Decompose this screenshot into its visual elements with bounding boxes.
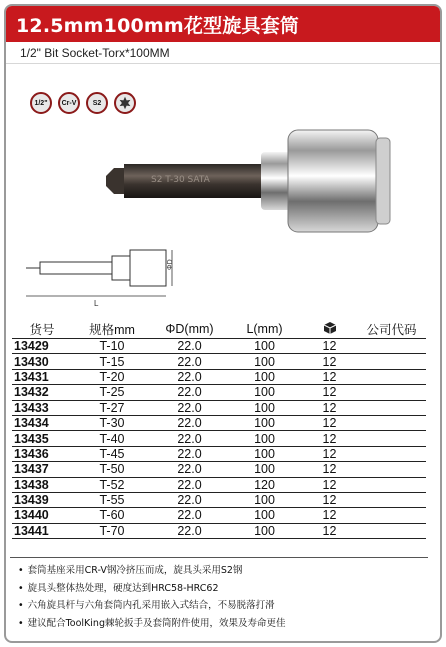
cell-item-no: 13429: [12, 339, 72, 354]
cell-diameter: 22.0: [152, 523, 227, 538]
cell-item-no: 13433: [12, 400, 72, 415]
cell-length: 100: [227, 385, 302, 400]
cell-diameter: 22.0: [152, 369, 227, 384]
cell-company-code: [357, 339, 426, 354]
table-row: [12, 462, 426, 477]
diameter-label: ΦD: [167, 259, 174, 270]
table-row: [12, 477, 426, 492]
cell-company-code: [357, 492, 426, 507]
length-label: L: [94, 299, 99, 308]
subtitle-text: 1/2" Bit Socket-Torx*100MM: [20, 45, 170, 60]
cell-length: 100: [227, 508, 302, 523]
cell-length: 100: [227, 431, 302, 446]
table-row: [12, 446, 426, 461]
cell-item-no: 13430: [12, 354, 72, 369]
feature-badges: [30, 92, 136, 114]
cell-diameter: 22.0: [152, 508, 227, 523]
cell-diameter: 22.0: [152, 462, 227, 477]
notes-list: [18, 562, 418, 632]
cell-spec: T-30: [72, 415, 152, 430]
cell-packing: 12: [302, 477, 357, 492]
cell-spec: T-50: [72, 462, 152, 477]
table-row: [12, 523, 426, 538]
cell-company-code: [357, 431, 426, 446]
note-item: • 旋具头整体热处理，硬度达到HRC58-HRC62: [18, 580, 418, 598]
page-title: 12.5mm100mm花型旋具套筒: [16, 14, 300, 37]
cell-length: 100: [227, 339, 302, 354]
cell-length: 100: [227, 492, 302, 507]
cell-diameter: 22.0: [152, 431, 227, 446]
cell-length: 100: [227, 354, 302, 369]
cell-packing: 12: [302, 523, 357, 538]
cell-item-no: 13432: [12, 385, 72, 400]
cell-packing: 12: [302, 508, 357, 523]
socket-body: [288, 130, 378, 232]
header-item-no: 货号: [29, 323, 55, 337]
cell-company-code: [357, 385, 426, 400]
cell-packing: 12: [302, 369, 357, 384]
torx-tip: [106, 168, 126, 194]
cell-packing: 12: [302, 492, 357, 507]
cell-packing: 12: [302, 462, 357, 477]
cell-company-code: [357, 446, 426, 461]
cell-company-code: [357, 369, 426, 384]
cell-diameter: 22.0: [152, 354, 227, 369]
cell-packing: 12: [302, 446, 357, 461]
cell-company-code: [357, 354, 426, 369]
crv-steel-icon: Cr-V: [58, 92, 80, 114]
cell-packing: 12: [302, 385, 357, 400]
cell-length: 100: [227, 415, 302, 430]
cell-diameter: 22.0: [152, 415, 227, 430]
cell-length: 100: [227, 523, 302, 538]
cell-spec: T-25: [72, 385, 152, 400]
cell-company-code: [357, 523, 426, 538]
cell-spec: T-20: [72, 369, 152, 384]
cell-packing: 12: [302, 354, 357, 369]
table-row: [12, 369, 426, 384]
dimension-diagram: [20, 246, 180, 308]
table-row: [12, 354, 426, 369]
s2-steel-icon: S2: [86, 92, 108, 114]
cell-length: 100: [227, 462, 302, 477]
spec-table: [12, 320, 426, 539]
cell-spec: T-55: [72, 492, 152, 507]
cell-diameter: 22.0: [152, 446, 227, 461]
cell-item-no: 13439: [12, 492, 72, 507]
header-length: L(mm): [246, 322, 283, 336]
engraving: S2 T-30 SATA: [151, 175, 210, 185]
divider: [10, 557, 428, 558]
cell-spec: T-40: [72, 431, 152, 446]
cell-diameter: 22.0: [152, 492, 227, 507]
cell-diameter: 22.0: [152, 477, 227, 492]
subtitle: [6, 42, 440, 64]
package-icon: [323, 322, 337, 334]
table-row: [12, 492, 426, 507]
cell-spec: T-45: [72, 446, 152, 461]
cell-item-no: 13438: [12, 477, 72, 492]
cell-packing: 12: [302, 400, 357, 415]
title-bar: [6, 6, 440, 42]
socket-end: [376, 138, 390, 224]
cell-packing: 12: [302, 415, 357, 430]
cell-packing: 12: [302, 339, 357, 354]
cell-length: 100: [227, 446, 302, 461]
cell-spec: T-60: [72, 508, 152, 523]
socket-collar: [261, 152, 291, 210]
cell-item-no: 13436: [12, 446, 72, 461]
note-item: • 六角旋具杆与六角套筒内孔采用嵌入式结合，不易脱落打滑: [18, 597, 418, 615]
cell-packing: 12: [302, 431, 357, 446]
note-item: • 套筒基座采用CR-V钢冷挤压而成，旋具头采用S2钢: [18, 562, 418, 580]
cell-item-no: 13434: [12, 415, 72, 430]
table-row: [12, 385, 426, 400]
cell-company-code: [357, 400, 426, 415]
cell-length: 100: [227, 400, 302, 415]
diagram-socket: [130, 250, 166, 286]
cell-spec: T-27: [72, 400, 152, 415]
cell-company-code: [357, 508, 426, 523]
cell-item-no: 13431: [12, 369, 72, 384]
header-packing: [302, 320, 357, 339]
cell-company-code: [357, 462, 426, 477]
cell-spec: T-10: [72, 339, 152, 354]
product-image: [106, 124, 406, 236]
cell-item-no: 13437: [12, 462, 72, 477]
drive-size-icon: 1/2": [30, 92, 52, 114]
cell-spec: T-15: [72, 354, 152, 369]
table-row: [12, 431, 426, 446]
table-row: [12, 508, 426, 523]
cell-length: 120: [227, 477, 302, 492]
table-row: [12, 415, 426, 430]
header-company-code: 公司代码: [366, 323, 417, 337]
cell-diameter: 22.0: [152, 339, 227, 354]
table-header-row: [12, 320, 426, 339]
cell-item-no: 13435: [12, 431, 72, 446]
cell-length: 100: [227, 369, 302, 384]
cell-item-no: 13440: [12, 508, 72, 523]
header-spec: 规格mm: [89, 323, 135, 337]
diagram-shaft: [40, 262, 112, 274]
cell-spec: T-52: [72, 477, 152, 492]
cell-diameter: 22.0: [152, 400, 227, 415]
cell-company-code: [357, 415, 426, 430]
table-row: [12, 400, 426, 415]
cell-item-no: 13441: [12, 523, 72, 538]
note-item: • 建议配合ToolKing棘轮扳手及套筒附件使用，效果及寿命更佳: [18, 615, 418, 633]
header-diameter: ΦD(mm): [165, 322, 214, 336]
cell-company-code: [357, 477, 426, 492]
cell-spec: T-70: [72, 523, 152, 538]
cell-diameter: 22.0: [152, 385, 227, 400]
table-row: [12, 339, 426, 354]
torx-star-icon: [114, 92, 136, 114]
